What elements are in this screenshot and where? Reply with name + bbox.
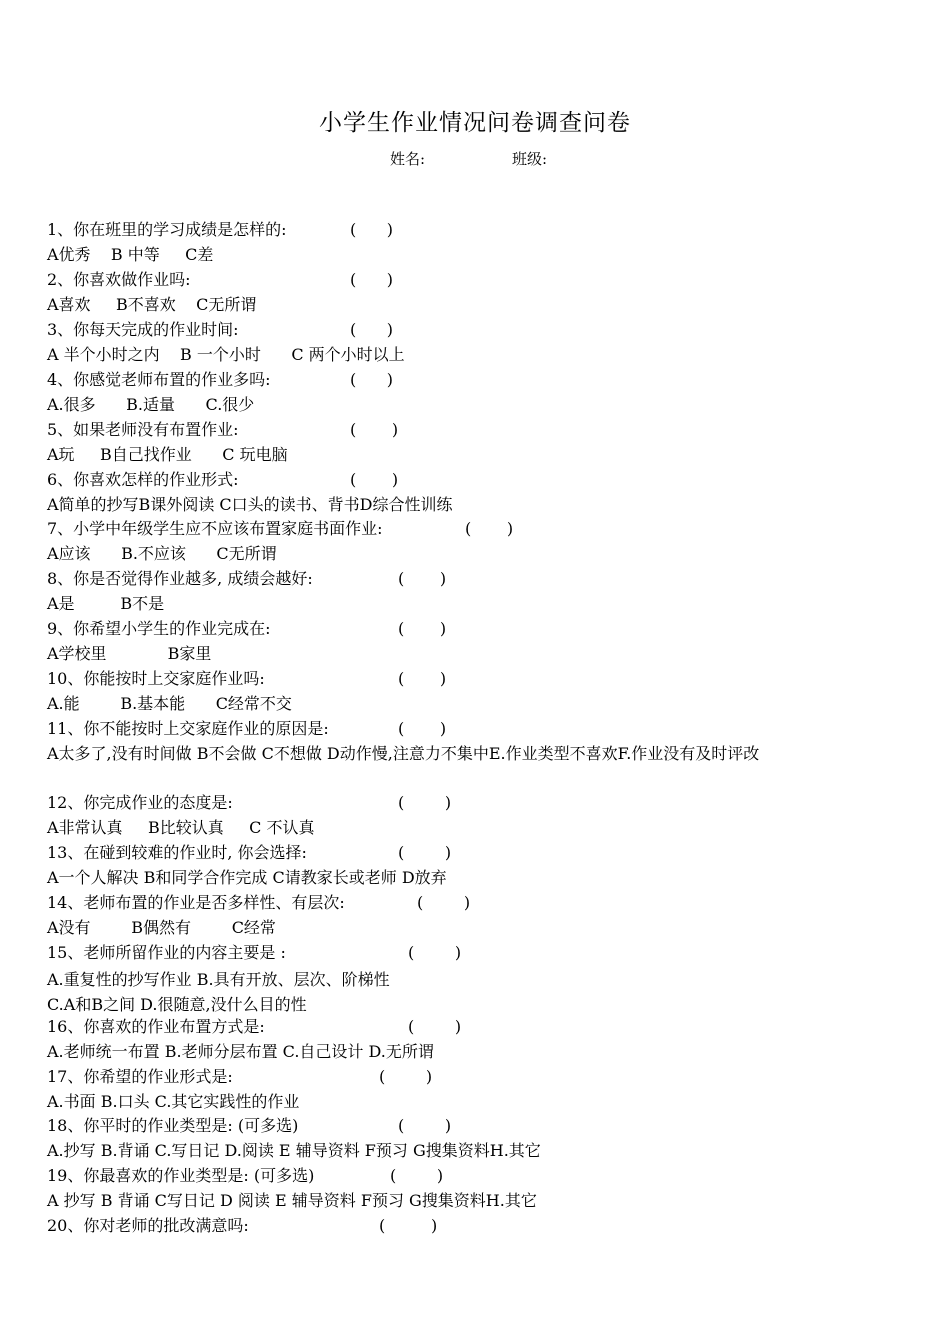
options-18: A.抄写 B.背诵 C.写日记 D.阅读 E 辅导资料 F预习 G搜集资料H.其它	[47, 1141, 541, 1160]
answer-blank: ( )	[398, 1116, 452, 1135]
question-20	[47, 1215, 438, 1237]
question-15	[47, 942, 462, 964]
options-11: A太多了,没有时间做 B不会做 C不想做 D动作慢,注意力不集中E.作业类型不喜欢F.作业没有及时评改	[47, 744, 760, 763]
class-label: 班级:	[512, 150, 548, 168]
question-text: 13、在碰到较难的作业时, 你会选择:	[47, 843, 307, 862]
question-text: 9、你希望小学生的作业完成在:	[47, 619, 271, 638]
options-1: A优秀 B 中等 C差	[47, 245, 214, 264]
answer-blank: ( )	[408, 943, 462, 962]
answer-blank: ( )	[408, 1017, 462, 1036]
question-text: 4、你感觉老师布置的作业多吗:	[47, 370, 271, 389]
question-text: 10、你能按时上交家庭作业吗:	[47, 669, 265, 688]
answer-blank: ( )	[398, 669, 447, 688]
options-12: A非常认真 B比较认真 C 不认真	[47, 818, 315, 837]
question-18	[47, 1115, 452, 1137]
answer-blank: ( )	[465, 519, 514, 538]
answer-blank: ( )	[350, 370, 393, 389]
options-4: A.很多 B.适量 C.很少	[47, 395, 255, 414]
question-text: 19、你最喜欢的作业类型是: (可多选)	[47, 1166, 315, 1185]
question-text: 8、你是否觉得作业越多, 成绩会越好:	[47, 569, 313, 588]
page-title: 小学生作业情况问卷调查问卷	[319, 110, 631, 136]
options-3: A 半个小时之内 B 一个小时 C 两个小时以上	[47, 345, 405, 364]
question-3	[47, 319, 393, 341]
options-7: A应该 B.不应该 C无所谓	[47, 544, 277, 563]
question-text: 15、老师所留作业的内容主要是 :	[47, 943, 286, 962]
question-text: 20、你对老师的批改满意吗:	[47, 1216, 249, 1235]
options-17: A.书面 B.口头 C.其它实践性的作业	[47, 1092, 300, 1111]
answer-blank: ( )	[379, 1067, 433, 1086]
options-5: A玩 B自己找作业 C 玩电脑	[47, 445, 288, 464]
question-13	[47, 842, 452, 864]
options-2: A喜欢 B不喜欢 C无所谓	[47, 295, 257, 314]
question-12	[47, 792, 452, 814]
answer-blank: ( )	[417, 893, 471, 912]
answer-blank: ( )	[350, 270, 393, 289]
options-14: A没有 B偶然有 C经常	[47, 918, 276, 937]
question-text: 16、你喜欢的作业布置方式是:	[47, 1017, 265, 1036]
options-15: A.重复性的抄写作业 B.具有开放、层次、阶梯性 C.A和B之间 D.很随意,没什么目的性	[47, 970, 390, 1014]
question-text: 3、你每天完成的作业时间:	[47, 320, 239, 339]
question-10	[47, 668, 447, 690]
answer-blank: ( )	[379, 1216, 438, 1235]
question-text: 14、老师布置的作业是否多样性、有层次:	[47, 893, 345, 912]
question-19	[47, 1165, 444, 1187]
question-14	[47, 892, 471, 914]
question-11	[47, 718, 447, 740]
answer-blank: ( )	[390, 1166, 444, 1185]
question-17	[47, 1066, 433, 1088]
answer-blank: ( )	[398, 793, 452, 812]
answer-blank: ( )	[398, 569, 447, 588]
question-text: 12、你完成作业的态度是:	[47, 793, 233, 812]
question-9	[47, 618, 447, 640]
question-1	[47, 219, 393, 241]
options-16: A.老师统一布置 B.老师分层布置 C.自己设计 D.无所谓	[47, 1042, 434, 1061]
answer-blank: ( )	[398, 719, 447, 738]
answer-blank: ( )	[350, 220, 393, 239]
question-7	[47, 518, 514, 540]
question-5	[47, 419, 399, 441]
question-text: 18、你平时的作业类型是: (可多选)	[47, 1116, 299, 1135]
options-13: A一个人解决 B和同学合作完成 C请教家长或老师 D放弃	[47, 868, 447, 887]
question-text: 6、你喜欢怎样的作业形式:	[47, 470, 239, 489]
answer-blank: ( )	[350, 320, 393, 339]
options-8: A是 B不是	[47, 594, 165, 613]
question-8	[47, 568, 447, 590]
question-text: 7、小学中年级学生应不应该布置家庭书面作业:	[47, 519, 383, 538]
answer-blank: ( )	[350, 420, 399, 439]
question-text: 5、如果老师没有布置作业:	[47, 420, 239, 439]
question-text: 11、你不能按时上交家庭作业的原因是:	[47, 719, 329, 738]
question-6	[47, 469, 399, 491]
options-19: A 抄写 B 背诵 C写日记 D 阅读 E 辅导资料 F预习 G搜集资料H.其它	[47, 1191, 537, 1210]
options-6: A简单的抄写B课外阅读 C口头的读书、背书D综合性训练	[47, 495, 453, 514]
options-9: A学校里 B家里	[47, 644, 212, 663]
question-2	[47, 269, 393, 291]
question-text: 1、你在班里的学习成绩是怎样的:	[47, 220, 287, 239]
options-10: A.能 B.基本能 C经常不交	[47, 694, 292, 713]
question-text: 2、你喜欢做作业吗:	[47, 270, 191, 289]
question-text: 17、你希望的作业形式是:	[47, 1067, 233, 1086]
question-16	[47, 1016, 462, 1038]
answer-blank: ( )	[398, 619, 447, 638]
answer-blank: ( )	[350, 470, 399, 489]
student-info	[390, 148, 547, 169]
question-4	[47, 369, 393, 391]
answer-blank: ( )	[398, 843, 452, 862]
name-label: 姓名:	[390, 150, 426, 168]
